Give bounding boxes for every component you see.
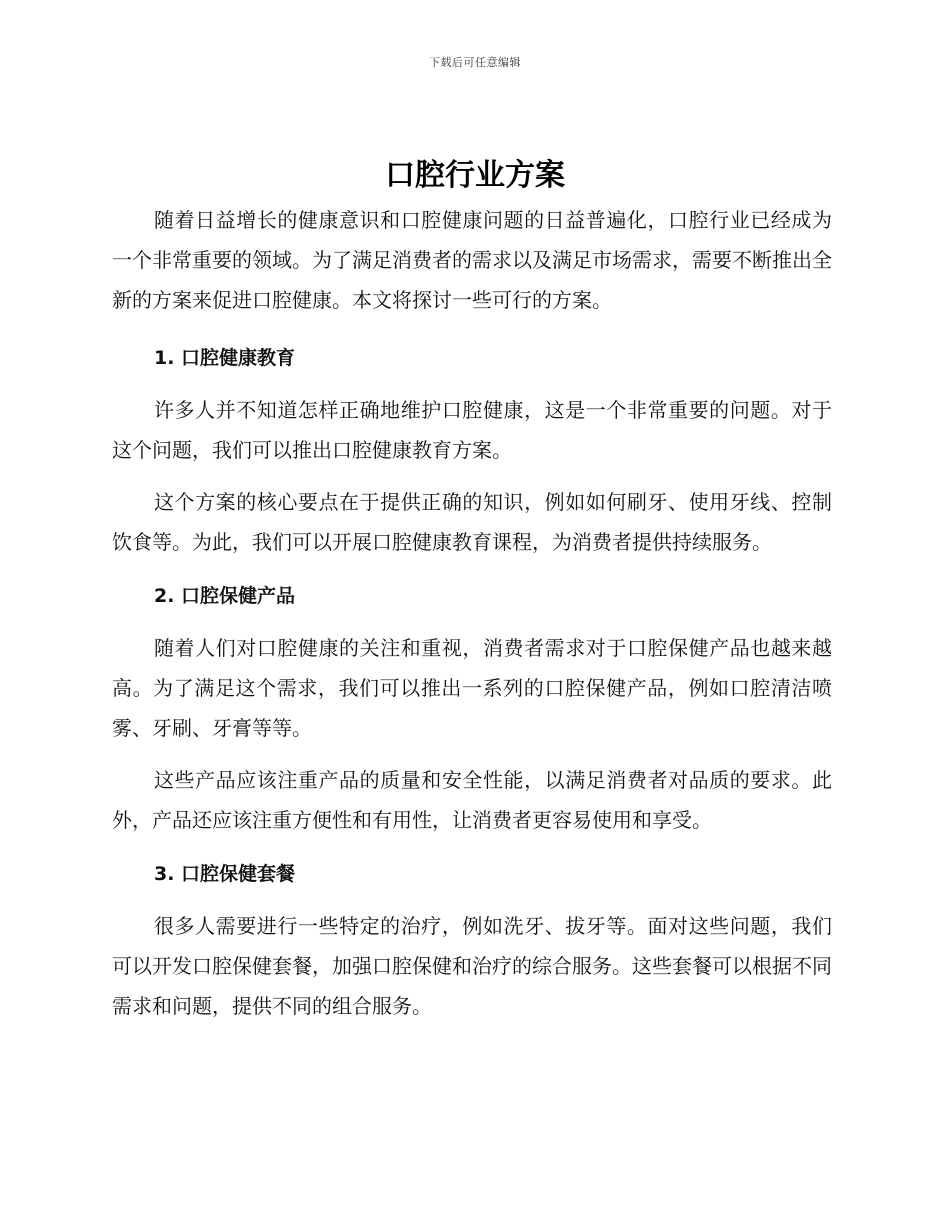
section-heading-3: 3. 口腔保健套餐 xyxy=(154,863,296,885)
intro-paragraph: 随着日益增长的健康意识和口腔健康问题的日益普遍化，口腔行业已经成为一个非常重要的领域。为了满足消费者的需求以及满足市场需求，需要不断推出全新的方案来促进口腔健康。本文将探讨一些可行的方案。 xyxy=(112,208,832,312)
section-1-paragraph-1: 许多人并不知道怎样正确地维护口腔健康，这是一个非常重要的问题。对于这个问题，我们可以推出口腔健康教育方案。 xyxy=(112,398,832,462)
section-heading-2: 2. 口腔保健产品 xyxy=(154,585,296,607)
header-note: 下载后可任意编辑 xyxy=(429,56,521,69)
section-heading-1: 1. 口腔健康教育 xyxy=(154,347,296,369)
section-2-paragraph-2: 这些产品应该注重产品的质量和安全性能，以满足消费者对品质的要求。此外，产品还应该注重方便性和有用性，让消费者更容易使用和享受。 xyxy=(112,768,832,832)
document-title: 口腔行业方案 xyxy=(385,158,565,193)
document-body xyxy=(112,200,832,1026)
section-3-paragraph-1: 很多人需要进行一些特定的治疗，例如洗牙、拔牙等。面对这些问题，我们可以开发口腔保健套餐，加强口腔保健和治疗的综合服务。这些套餐可以根据不同需求和问题，提供不同的组合服务。 xyxy=(112,914,832,1018)
section-2-paragraph-1: 随着人们对口腔健康的关注和重视，消费者需求对于口腔保健产品也越来越高。为了满足这个需求，我们可以推出一系列的口腔保健产品，例如口腔清洁喷雾、牙刷、牙膏等等。 xyxy=(112,636,832,740)
section-1-paragraph-2: 这个方案的核心要点在于提供正确的知识，例如如何刷牙、使用牙线、控制饮食等。为此，我们可以开展口腔健康教育课程，为消费者提供持续服务。 xyxy=(112,490,832,554)
